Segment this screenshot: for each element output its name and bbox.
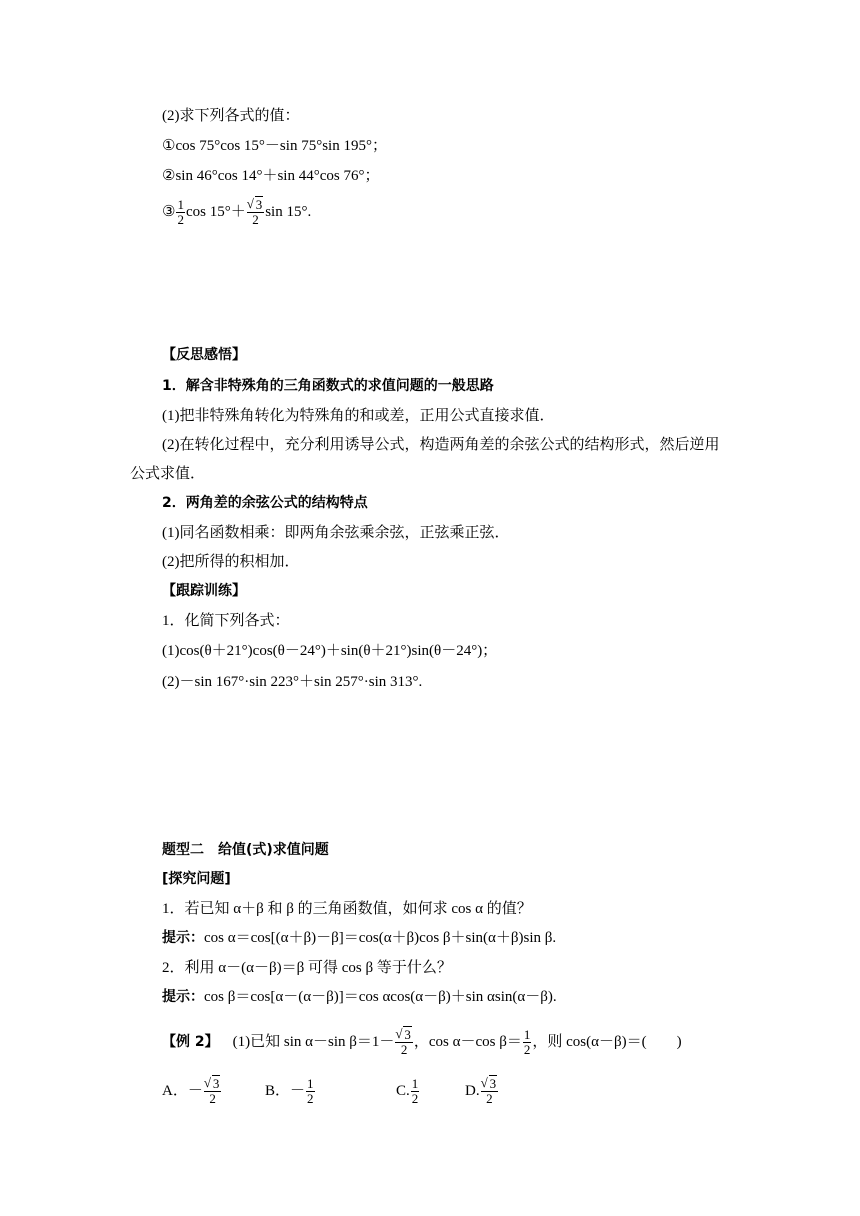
type2-e1: 1．若已知 α＋β 和 β 的三角函数值，如何求 cos α 的值？ [162,901,532,917]
type2-h1 [162,928,556,948]
reflection-heading: 【反思感悟】 [162,347,246,363]
option-b: B．－ $\frac{1}{2}$ [265,1076,314,1106]
hint-text: cos β＝cos[α－(α－β)]＝cos αcos(α－β)＋sin αsin(α－β). [204,989,557,1005]
practice-heading: 【跟踪训练】 [162,583,246,599]
q3-mid: cos 15°＋ [185,203,246,220]
type2-title: 题型二 给值(式)求值问题 [162,842,329,858]
example2-label: 【例 2】 [162,1033,219,1050]
reflection-point2-a: (1)同名函数相乘：即两角余弦乘余弦，正弦乘正弦． [162,525,510,541]
part2-q2: ②sin 46°cos 14°＋sin 44°cos 76°； [162,168,380,184]
example2-question: 【例 2】 (1)已知 sin α－sin β＝1－ √ $\frac{3}{2}$ ，cos α－cos β＝ $\frac{1}{2}$ ，则 cos(α－β)＝( ) [162,1028,682,1057]
type2-explore: [探究问题] [162,871,231,887]
part2-intro: (2)求下列各式的值： [162,108,300,124]
reflection-point2-b: (2)把所得的积相加． [162,554,300,570]
reflection-point1-title: 1．解含非特殊角的三角函数式的求值问题的一般思路 [162,378,494,394]
q3-fraction-sqrt3-half: √ $\frac{3}{2}$ [247,198,265,227]
practice-q2: (2)－sin 167°·sin 223°＋sin 257°·sin 313°. [162,674,423,690]
example2-fraction-sqrt3-half: √ $\frac{3}{2}$ [395,1028,413,1057]
type2-e2: 2．利用 α－(α－β)＝β 可得 cos β 等于什么？ [162,960,452,976]
hint-label: 提示： [162,930,204,946]
practice-q1: (1)cos(θ＋21°)cos(θ－24°)＋sin(θ＋21°)sin(θ－24°)； [162,643,498,659]
option-a: A．－ √ $\frac{3}{2}$ [162,1077,222,1106]
hint-label: 提示： [162,989,204,1005]
reflection-point1-b-line1: (2)在转化过程中，充分利用诱导公式，构造两角差的余弦公式的结构形式，然后逆用 [162,437,720,453]
reflection-point1-a: (1)把非特殊角转化为特殊角的和或差，正用公式直接求值． [162,408,555,424]
practice-title: 1．化简下列各式： [162,613,290,629]
q3-prefix: ③ [162,203,176,220]
hint-text: cos α＝cos[(α＋β)－β]＝cos(α＋β)cos β＋sin(α＋β)sin β. [204,930,557,946]
reflection-point2-title: 2．两角差的余弦公式的结构特点 [162,495,368,511]
option-d: D. √ $\frac{3}{2}$ [465,1077,499,1106]
part2-q3 [162,198,311,227]
example2-fraction-one-half: $\frac{1}{2}$ [523,1027,531,1057]
option-c: C. $\frac{1}{2}$ [396,1076,419,1106]
type2-h2 [162,987,557,1007]
part2-q1: ①cos 75°cos 15°－sin 75°sin 195°； [162,138,387,154]
q3-end: sin 15°. [265,203,312,220]
reflection-point1-b-line2: 公式求值． [130,466,206,482]
q3-fraction-one-half: $\frac{1}{2}$ [177,197,184,227]
